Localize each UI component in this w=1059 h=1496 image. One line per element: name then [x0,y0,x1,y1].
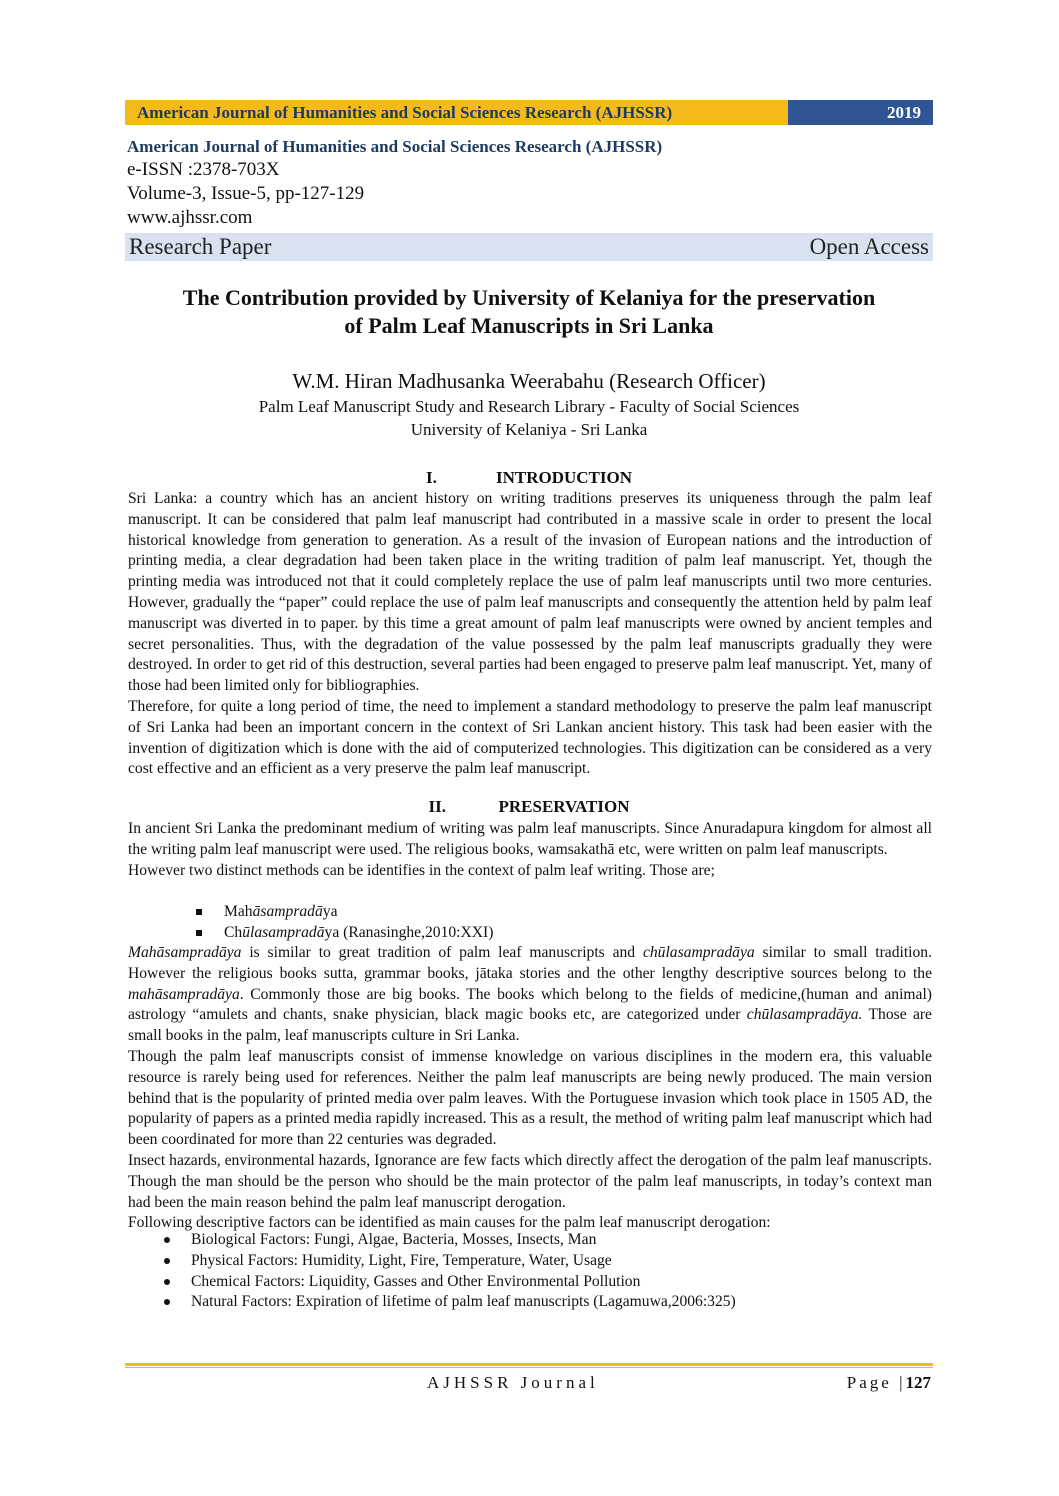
running-header [125,100,933,125]
list-item: Physical Factors: Humidity, Light, Fire, Temperature, Water, Usage [128,1251,932,1272]
paragraph: Therefore, for quite a long period of time, the need to implement a standard methodology to preserve the palm leaf manuscript of Sri Lanka had been an important concern in the context of Sri Lankan ancient history. This task had been easier with the invention of digitization which is done with the aid of computerized technologies. This digitization can be considered as a very cost effective and an efficient as a very preserve the palm leaf manuscript. [128,697,932,778]
footer-journal: AJHSSR Journal [427,1373,599,1392]
footer-divider-thin [125,1367,933,1368]
author-name: W.M. Hiran Madhusanka Weerabahu (Research Officer) [292,369,766,393]
author-affiliation-2: University of Kelaniya - Sri Lanka [410,420,648,439]
paragraph: Insect hazards, environmental hazards, Ignorance are few facts which directly affect the derogation of the palm leaf manuscripts. Though the man should be the person who should be the main protector of the palm leaf manuscripts, in today’s context man had been the main reason behind the palm leaf manuscript derogation. [128,1151,932,1211]
journal-issn: e-ISSN :2378-703X [127,159,280,180]
journal-name: American Journal of Humanities and Social Sciences Research (AJHSSR) [127,137,663,156]
bullet-icon [164,1279,170,1285]
bullet-icon [164,1237,170,1243]
page-label: Page | [846,1373,906,1392]
factors-list [128,1230,932,1313]
running-header-year: 2019 [788,100,933,125]
title-line-1: The Contribution provided by University of Kelaniya for the preservation [182,285,876,310]
paper-type: Research Paper [129,234,272,259]
section-title: PRESERVATION [498,797,630,816]
list-item: Chūlasampradāya (Ranasinghe,2010:XXI) [128,923,932,944]
square-bullet-icon [196,909,202,915]
paper-title [125,284,933,340]
journal-website: www.ajhssr.com [127,207,253,228]
footer-divider [125,1363,933,1366]
section-number: I. [425,468,437,487]
preservation-body-top [128,819,932,881]
list-item: Mahāsampradāya [128,902,932,923]
paper-type-bar [125,233,933,261]
bullet-icon [164,1299,170,1305]
methods-list [128,902,932,944]
list-item: Chemical Factors: Liquidity, Gasses and Other Environmental Pollution [128,1272,932,1293]
bullet-icon [164,1258,170,1264]
running-header-journal: American Journal of Humanities and Social Sciences Research (AJHSSR) [125,100,788,125]
preservation-body-main [128,943,932,1234]
footer-page [847,1373,931,1393]
paragraph: Sri Lanka: a country which has an ancient history on writing traditions preserves its uniqueness through the palm leaf manuscript. It can be considered that palm leaf manuscript had contributed in a massive scale in order to present the local historical knowledge from generation to generation. As a result of the invasion of European nations and the introduction of printing media, a clear degradation had been taken place in the writing tradition of palm leaf manuscript. Yet, though the printing media was introduced not that it could completely replace the use of palm leaf manuscripts until two more centuries. However, gradually the “paper” could replace the use of palm leaf manuscripts and consequently the attention held by palm leaf manuscript was diverted in to paper. by this time a great amount of palm leaf manuscripts were owned by ancient temples and secret personalities. Thus, with the degradation of the value possessed by the palm leaf manuscripts gradually they were destroyed. In order to get rid of this destruction, several parties had been engaged to preserve palm leaf manuscript. Yet, many of those had been limited only for bibliographies. [128,490,932,695]
paragraph: Mahāsampradāya is similar to great tradition of palm leaf manuscripts and chūlasampradāya similar to small tradition. However the religious books sutta, grammar books, jātaka stories and the other lengthy descriptive sources belong to the mahāsampradāya. Commonly those are big books. The books which belong to the fields of medicine,(human and animal) astrology “amulets and chants, snake physician, black magic books etc, are categorized under chūlasampradāya. Those are small books in the palm, leaf manuscripts culture in Sri Lanka. [128,944,932,1045]
paragraph: In ancient Sri Lanka the predominant medium of writing was palm leaf manuscripts. Since Anuradapura kingdom for almost all the writing palm leaf manuscript were used. The religious books, wamsakathā etc, were written on palm leaf manuscripts. [128,820,932,858]
paragraph: However two distinct methods can be identifies in the context of palm leaf writing. Those are; [128,861,715,879]
section-title: INTRODUCTION [495,468,633,487]
paragraph: Though the palm leaf manuscripts consist of immense knowledge on various disciplines in the modern era, this valuable resource is rarely being used for references. Neither the palm leaf manuscripts are being newly produced. The main version behind that is the popularity of printed media over palm leaves. With the Portuguese invasion which took place in 1505 AD, the popularity of papers as a printed media rapidly increased. This as a result, the method of writing palm leaf manuscript which had been coordinated for more than 22 centuries was degraded. [128,1047,932,1149]
author-affiliation-1: Palm Leaf Manuscript Study and Research Library - Faculty of Social Sciences [258,397,800,416]
title-line-2: of Palm Leaf Manuscripts in Sri Lanka [344,313,714,338]
journal-info [127,136,933,230]
access-type: Open Access [809,234,929,259]
paragraph: Following descriptive factors can be identified as main causes for the palm leaf manuscript derogation: [128,1214,771,1232]
section-heading-introduction [125,468,933,488]
section-number: II. [428,797,446,816]
list-item: Biological Factors: Fungi, Algae, Bacteria, Mosses, Insects, Man [128,1230,932,1251]
list-item: Natural Factors: Expiration of lifetime of palm leaf manuscripts (Lagamuwa,2006:325) [128,1292,932,1313]
square-bullet-icon [196,930,202,936]
introduction-body [128,489,932,780]
journal-volume: Volume-3, Issue-5, pp-127-129 [127,183,365,204]
page-number: 127 [905,1373,931,1392]
section-heading-preservation [125,797,933,817]
